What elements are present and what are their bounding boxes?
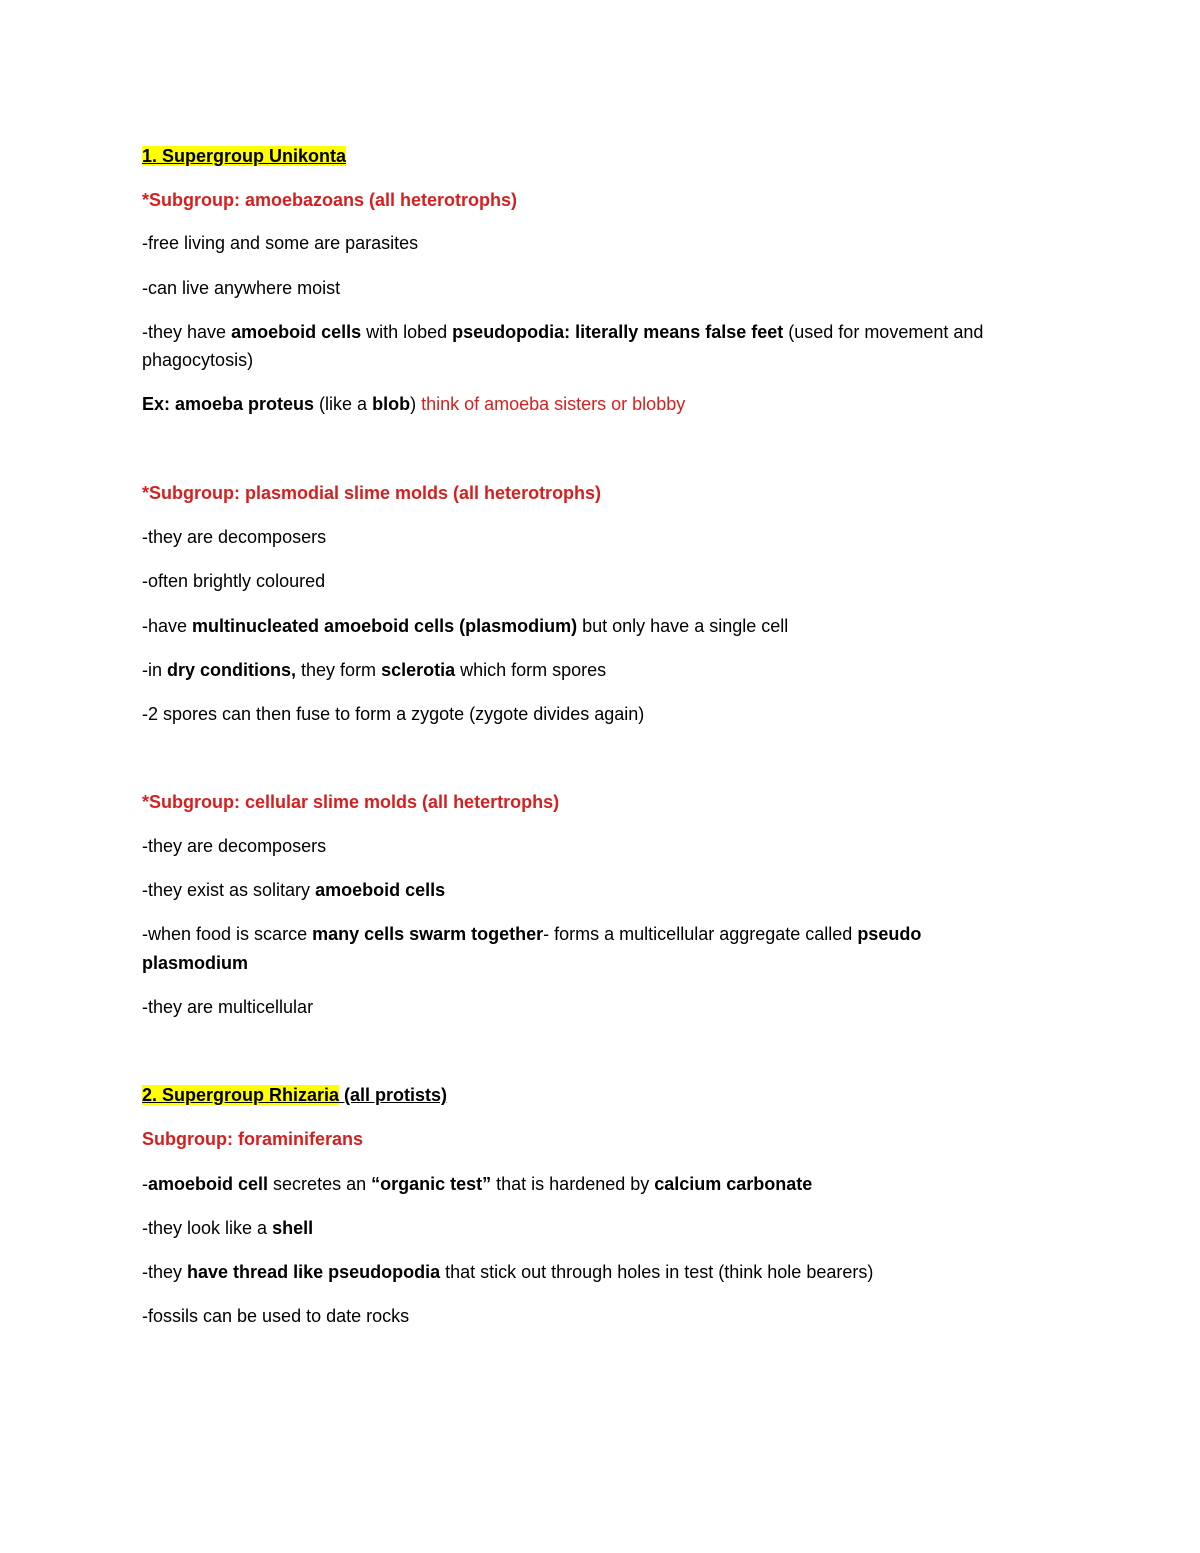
text-run: - [142, 1174, 148, 1194]
text-run: -when food is scarce [142, 924, 313, 944]
text-run: secretes an [268, 1174, 372, 1194]
text-run: (like a [314, 394, 373, 414]
text-run: -they exist as solitary [142, 880, 316, 900]
text-run: -they look like a [142, 1218, 273, 1238]
heading-text: 2. Supergroup Rhizaria [142, 1085, 340, 1105]
text-run: -they have [142, 322, 232, 342]
body-line-continued: phagocytosis) [142, 350, 254, 370]
bold-term: dry conditions, [167, 660, 297, 680]
bold-term: Ex: amoeba proteus [142, 394, 315, 414]
text-run: - forms a multicellular aggregate called [543, 924, 858, 944]
body-line [142, 659, 606, 681]
text-run: (used for movement and [783, 322, 984, 342]
body-line [142, 615, 788, 637]
subgroup-title-plasmodial: *Subgroup: plasmodial slime molds (all heterotrophs) [142, 483, 602, 503]
text-run: that stick out through holes in test (think hole bearers) [440, 1262, 874, 1282]
body-line [142, 1261, 873, 1283]
bold-term: pseudo [857, 924, 922, 944]
subgroup-title-cellular: *Subgroup: cellular slime molds (all hetertrophs) [142, 792, 560, 812]
text-run: but only have a single cell [577, 616, 789, 636]
text-run: that is hardened by [491, 1174, 655, 1194]
body-line: -they are decomposers [142, 527, 327, 547]
text-run: ) [410, 394, 422, 414]
red-note: think of amoeba sisters or blobby [421, 394, 686, 414]
bold-term: amoeboid cells [231, 322, 362, 342]
body-line: -fossils can be used to date rocks [142, 1306, 410, 1326]
bold-term: sclerotia [381, 660, 456, 680]
body-line [142, 1217, 313, 1239]
bold-term: many cells swarm together [312, 924, 544, 944]
body-line: -often brightly coloured [142, 571, 326, 591]
section-heading-unikonta [142, 145, 346, 167]
heading-suffix: (all protists) [339, 1085, 448, 1105]
bold-term: calcium carbonate [654, 1174, 813, 1194]
bold-term: amoeboid cells [315, 880, 446, 900]
example-line [142, 393, 685, 415]
text-run: which form spores [455, 660, 607, 680]
text-run: -they [142, 1262, 188, 1282]
body-line: -they are multicellular [142, 997, 314, 1017]
body-line-continued: plasmodium [142, 953, 249, 973]
body-line: -2 spores can then fuse to form a zygote (zygote divides again) [142, 704, 645, 724]
body-line [142, 321, 983, 343]
bold-term: pseudopodia: literally means false feet [452, 322, 784, 342]
body-line [142, 879, 445, 901]
bold-term: amoeboid cell [148, 1174, 269, 1194]
body-line [142, 1173, 812, 1195]
bold-term: have thread like pseudopodia [187, 1262, 441, 1282]
subgroup-title-foraminiferans: Subgroup: foraminiferans [142, 1129, 364, 1149]
text-run: with lobed [361, 322, 453, 342]
text-run: -in [142, 660, 168, 680]
body-line: -they are decomposers [142, 836, 327, 856]
section-heading-rhizaria [142, 1084, 447, 1106]
bold-term: shell [272, 1218, 314, 1238]
body-line: -free living and some are parasites [142, 233, 419, 253]
body-line [142, 923, 921, 945]
body-line: -can live anywhere moist [142, 278, 341, 298]
heading-text: 1. Supergroup Unikonta [142, 146, 347, 166]
text-run: -have [142, 616, 193, 636]
bold-term: “organic test” [371, 1174, 492, 1194]
subgroup-title-amoebazoans: *Subgroup: amoebazoans (all heterotrophs) [142, 190, 518, 210]
bold-term: blob [372, 394, 411, 414]
bold-term: multinucleated amoeboid cells (plasmodium) [192, 616, 578, 636]
text-run: they form [296, 660, 382, 680]
